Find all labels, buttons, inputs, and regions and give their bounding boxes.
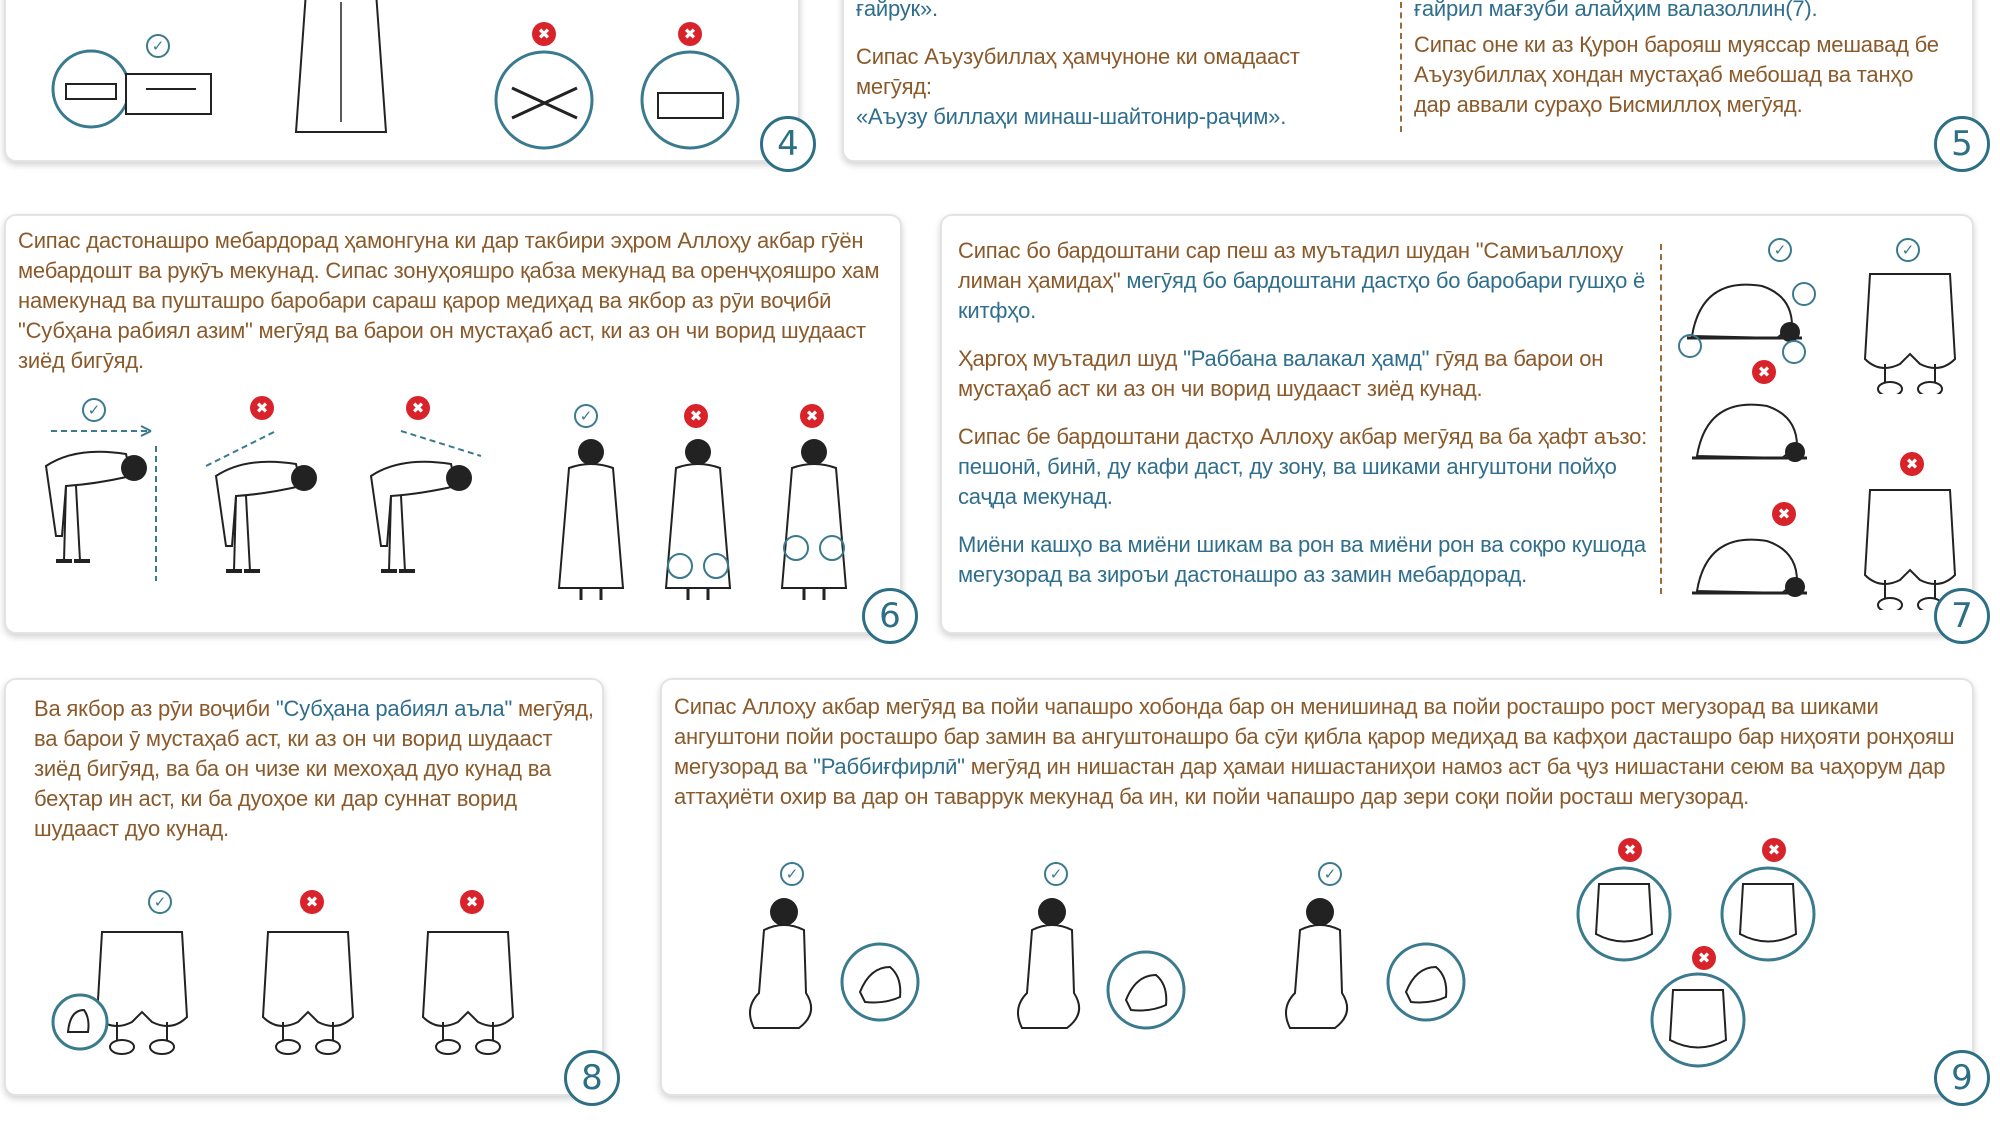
sajda-dua-text-b: "Субҳана рабиял аъла" <box>275 696 513 721</box>
step-5-card <box>842 0 1974 162</box>
bowing-figure-wrong <box>196 426 326 596</box>
step-4-card <box>4 0 800 162</box>
wrong-x-icon: ✖ <box>1752 360 1776 384</box>
sajda-dua-text-c: мегӯяд, ва барои ӯ мустаҳаб аст, ки аз он чи ворид шудааст зиёд бигӯяд, ва ба он чизе ки мехоҳад дуо кунад ва беҳтар ин аст, ки ба дуоҳое ки дар суннат ворид шудааст дуо кунад. <box>34 696 594 841</box>
correct-check-icon: ✓ <box>1044 862 1068 886</box>
sitting-figure-correct <box>744 898 834 1038</box>
prostration-back-correct <box>1860 264 1964 394</box>
column-divider <box>1400 2 1402 132</box>
quote-tail: ғайрук». <box>856 0 938 21</box>
foot-detail-circle <box>840 942 924 1026</box>
correct-check-icon: ✓ <box>146 34 170 58</box>
wrong-hands-circle <box>638 48 742 152</box>
qiyam-text-a: Сипас бо бардоштани сар пеш аз муътадил шудан "Самиъаллоҳу лиман ҳамидаҳ" <box>958 238 1624 293</box>
prostration-side-wrong <box>1682 506 1822 616</box>
bowing-front-wrong <box>658 438 738 606</box>
wrong-x-icon: ✖ <box>1772 502 1796 526</box>
correct-check-icon: ✓ <box>780 862 804 886</box>
step-8-card <box>4 678 604 1096</box>
wrong-x-icon: ✖ <box>406 396 430 420</box>
correct-check-icon: ✓ <box>1896 238 1920 262</box>
card5-right-text <box>1414 0 1954 120</box>
jalsa-text-b: "Раббиғфирлӣ" <box>813 754 965 779</box>
prostration-side-wrong <box>1682 376 1822 476</box>
ruku-paragraph: Сипас дастонашро мебардорад ҳамонгуна ки дар такбири эҳром Аллоҳу акбар гӯён мебардошт ва рукӯъ мекунад. Сипас зонуҳояшро қабза мекунад ва оренҷҳояшро хам намекунад ва пушташро баробари сараш қарор медиҳад ва якбор аз рӯи воҷибӣ "Субҳана рабиял азим" мегӯяд ва барои он мустаҳаб аст, ки аз он чи ворид шудааст зиёд бигӯяд. <box>18 228 880 373</box>
feet-back-wrong <box>258 922 362 1062</box>
card5-left-text <box>856 0 1376 132</box>
quran-paragraph: Сипас оне ки аз Қурон барояш муяссар мешавад бе Аъузубиллаҳ хондан мустаҳаб мебошад ва танҳо дар аввали сураҳо Бисмиллоҳ мегӯяд. <box>1414 32 1939 117</box>
sitting-top-wrong <box>1574 864 1674 964</box>
jalsa-text-c: мегӯяд ин нишастан дар ҳамаи нишастаниҳои намоз аст ба ҷуз нишастани сеюм ва чаҳорум дар аттаҳиёти охир ва дар он таваррук мекунад ба ин, ки пойи чапашро дар зери соқи пойи росташ мегузорад. <box>674 754 1946 809</box>
sajda-text-a: Сипас бе бардоштани дастҳо Аллоҳу акбар мегӯяд ва ба ҳафт аъзо: <box>958 424 1648 449</box>
step-number-badge: 6 <box>862 588 918 644</box>
jalsa-paragraph <box>674 692 1964 812</box>
wrong-x-icon: ✖ <box>800 404 824 428</box>
rabbana-text-b: "Раббана валакал ҳамд" <box>1183 346 1430 371</box>
rabbana-text-a: Ҳаргоҳ муътадил шуд <box>958 346 1184 371</box>
correct-check-icon: ✓ <box>1768 238 1792 262</box>
sitting-top-wrong <box>1718 864 1818 964</box>
jalsa-text-a: Сипас Аллоҳу акбар мегӯяд ва пойи чапашро хобонда бар он менишинад ва пойи росташро рост мегузорад ва шиками ангуштони пойи росташро бар замин ва ангуштонашро ба сӯи қибла қарор медиҳад ва кафҳои дасташро бар ниҳояти ронҳояш мегузорад ва <box>674 694 1955 779</box>
qiyam-paragraph <box>958 236 1658 326</box>
card7-text <box>958 236 1658 590</box>
wrong-x-icon: ✖ <box>1618 838 1642 862</box>
sitting-figure-correct <box>1012 898 1102 1038</box>
feet-circle <box>50 992 110 1052</box>
bowing-figure-wrong <box>341 426 491 596</box>
step-7-card <box>940 214 1974 634</box>
step-number-badge: 5 <box>1934 116 1990 172</box>
sajda-dua-text-a: Ва якбор аз рӯи воҷиби <box>34 696 276 721</box>
wrong-x-icon: ✖ <box>678 22 702 46</box>
feet-back-wrong <box>418 922 522 1062</box>
wrong-x-icon: ✖ <box>1692 946 1716 970</box>
wrong-hands-circle <box>492 48 596 152</box>
rabbana-text-c: гӯяд ва барои он мустаҳаб аст ки аз он чи ворид шудааст зиёд кунад. <box>958 346 1604 401</box>
step-number-badge: 4 <box>760 116 816 172</box>
auzubillah-paragraph: Сипас Аъузубиллаҳ ҳамчуноне ки омадааст мегӯяд: <box>856 44 1300 99</box>
step-number-badge: 8 <box>564 1050 620 1106</box>
step-9-card <box>660 678 1974 1096</box>
wrong-x-icon: ✖ <box>300 890 324 914</box>
wrong-x-icon: ✖ <box>1900 452 1924 476</box>
standing-figure <box>286 0 396 140</box>
step-6-card <box>4 214 902 634</box>
hands-figure <box>46 34 216 144</box>
foot-detail-circle <box>1106 950 1190 1034</box>
auzubillah-quote: «Аъузу биллаҳи минаш-шайтонир-раҷим». <box>856 104 1287 129</box>
wrong-x-icon: ✖ <box>684 404 708 428</box>
correct-check-icon: ✓ <box>574 404 598 428</box>
wrong-x-icon: ✖ <box>532 22 556 46</box>
sitting-back-correct <box>1280 898 1370 1038</box>
correct-check-icon: ✓ <box>148 890 172 914</box>
bowing-front-wrong <box>774 438 854 606</box>
wrong-x-icon: ✖ <box>1762 838 1786 862</box>
wrong-x-icon: ✖ <box>460 890 484 914</box>
sitting-top-wrong <box>1648 970 1748 1070</box>
bowing-front-correct <box>551 438 631 606</box>
step-number-badge: 9 <box>1934 1050 1990 1106</box>
bowing-figure-correct <box>26 416 176 596</box>
foot-detail-circle <box>1386 942 1470 1026</box>
step-number-badge: 7 <box>1934 588 1990 644</box>
rabbana-paragraph <box>958 344 1658 404</box>
column-divider <box>1660 244 1662 594</box>
correct-check-icon: ✓ <box>82 398 106 422</box>
wrong-x-icon: ✖ <box>250 396 274 420</box>
sajda-paragraph <box>958 422 1658 512</box>
sajda-posture-paragraph: Миёни кашҳо ва миёни шикам ва рон ва миёни рон ва соқро кушода мегузорад ва зироъи дастонашро аз замин мебардорад. <box>958 532 1646 587</box>
qiyam-text-b: мегӯяд бо бардоштани дастҳо бо баробари гушҳо ё китфҳо. <box>958 268 1646 323</box>
prostration-side-correct <box>1672 256 1822 366</box>
sajda-text-b: пешонӣ, бинӣ, ду кафи даст, ду зону, ва шиками ангуштони пойҳо саҷда мекунад. <box>958 454 1617 509</box>
fatiha-tail: ғайрил мағзуби алайҳим валазоллин(7). <box>1414 0 1818 21</box>
sajda-dua-paragraph <box>34 694 594 844</box>
correct-check-icon: ✓ <box>1318 862 1342 886</box>
